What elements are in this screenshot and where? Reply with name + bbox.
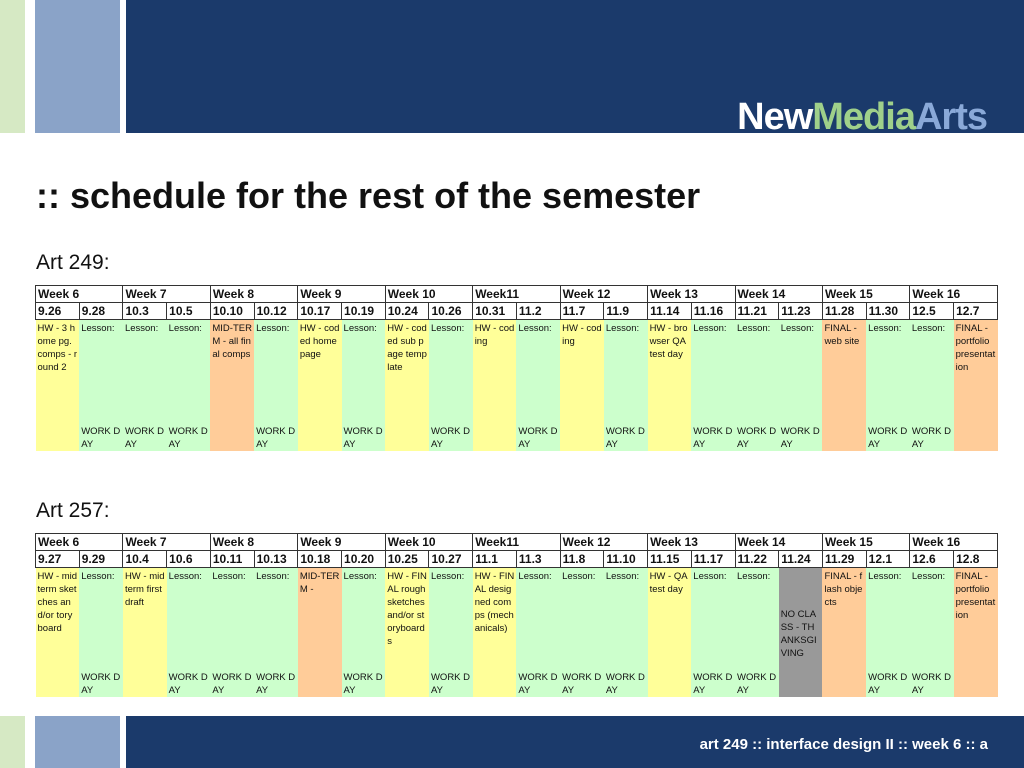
activity-text: MID-TERM - all final comps xyxy=(212,323,252,360)
activity-cell xyxy=(429,320,473,452)
activity-cell xyxy=(429,568,473,698)
week-header-cell: Week 6 xyxy=(36,534,123,551)
activity-text: HW - midterm first draft xyxy=(124,571,165,608)
activity-cell xyxy=(342,320,386,452)
date-cell: 11.7 xyxy=(560,303,604,320)
activity-cell xyxy=(604,568,648,698)
week-header-row xyxy=(36,534,998,551)
activity-text: Lesson: xyxy=(430,323,465,334)
week-header-cell: Week 9 xyxy=(298,286,385,303)
date-cell: 12.1 xyxy=(866,551,910,568)
work-day-label: WORK DAY xyxy=(562,672,602,696)
activity-text: Lesson: xyxy=(605,323,640,334)
date-cell: 11.8 xyxy=(560,551,604,568)
date-cell: 10.31 xyxy=(473,303,517,320)
week-header-cell: Week 13 xyxy=(648,286,735,303)
week-header-cell: Week 16 xyxy=(910,534,998,551)
activity-cell xyxy=(822,320,866,452)
activity-text: Lesson: xyxy=(256,323,290,334)
activity-cell xyxy=(866,320,910,452)
date-cell: 10.13 xyxy=(254,551,298,568)
date-cell: 11.9 xyxy=(604,303,648,320)
week-header-cell: Week 12 xyxy=(560,286,647,303)
work-day-label: WORK DAY xyxy=(868,426,908,450)
activity-cell xyxy=(167,320,211,452)
work-day-label: WORK DAY xyxy=(605,426,645,450)
activity-text: HW - browser QA test day xyxy=(649,323,688,360)
activity-cell xyxy=(210,568,254,698)
date-cell: 10.3 xyxy=(123,303,167,320)
activity-cell xyxy=(473,320,517,452)
work-day-label: WORK DAY xyxy=(737,426,777,450)
work-day-label: WORK DAY xyxy=(693,426,733,450)
date-cell: 10.20 xyxy=(342,551,386,568)
footer-stripe-light xyxy=(0,716,25,768)
date-cell: 9.27 xyxy=(36,551,80,568)
date-cell: 11.16 xyxy=(691,303,735,320)
activity-cell xyxy=(385,320,429,452)
date-cell: 12.8 xyxy=(954,551,998,568)
activity-text: HW - midterm sketches and/or toryboard xyxy=(37,571,78,634)
week-header-cell: Week 8 xyxy=(210,534,297,551)
date-cell: 11.24 xyxy=(779,551,823,568)
work-day-label: WORK DAY xyxy=(212,672,252,696)
activity-text: Lesson: xyxy=(693,323,727,334)
date-row xyxy=(36,551,998,568)
work-day-label: WORK DAY xyxy=(868,672,908,696)
week-header-cell: Week11 xyxy=(473,286,560,303)
week-header-cell: Week 12 xyxy=(560,534,647,551)
date-cell: 11.10 xyxy=(604,551,648,568)
date-cell: 10.27 xyxy=(429,551,473,568)
date-cell: 10.12 xyxy=(254,303,298,320)
date-cell: 11.28 xyxy=(822,303,866,320)
activity-text: Lesson: xyxy=(256,571,290,582)
date-cell: 10.24 xyxy=(385,303,429,320)
activity-text: Lesson: xyxy=(605,571,640,582)
activity-text: HW - QA test day xyxy=(649,571,688,595)
date-cell: 11.21 xyxy=(735,303,779,320)
activity-text: Lesson: xyxy=(693,571,727,582)
activity-text: Lesson: xyxy=(430,571,465,582)
activity-text: HW - coded home page xyxy=(299,323,340,360)
work-day-label: WORK DAY xyxy=(605,672,645,696)
activity-cell xyxy=(123,568,167,698)
work-day-label: WORK DAY xyxy=(518,672,558,696)
work-day-label: WORK DAY xyxy=(256,672,296,696)
activity-cell xyxy=(822,568,866,698)
week-header-cell: Week 14 xyxy=(735,286,822,303)
date-cell: 10.18 xyxy=(298,551,342,568)
activity-cell xyxy=(648,568,692,698)
activity-text: FINAL - portfolio presentation xyxy=(955,323,996,373)
activity-text: Lesson: xyxy=(168,571,202,582)
activity-text: FINAL - portfolio presentation xyxy=(955,571,996,621)
date-cell: 9.29 xyxy=(79,551,123,568)
activity-text: FINAL - flash objects xyxy=(824,571,863,608)
activity-text: Lesson: xyxy=(518,571,552,582)
activity-cell xyxy=(691,320,735,452)
date-cell: 12.5 xyxy=(910,303,954,320)
activity-cell xyxy=(910,320,954,452)
activity-cell xyxy=(954,320,998,452)
date-cell: 10.5 xyxy=(167,303,211,320)
date-cell: 11.29 xyxy=(822,551,866,568)
activity-text: Lesson: xyxy=(911,571,946,582)
footer-stripe-mid xyxy=(35,716,120,768)
activity-cell xyxy=(691,568,735,698)
activity-text: Lesson: xyxy=(911,323,946,334)
date-cell: 11.1 xyxy=(473,551,517,568)
schedule-table-art-257 xyxy=(35,533,998,697)
activity-cell xyxy=(779,320,823,452)
activity-text: Lesson: xyxy=(343,571,377,582)
footer-caption: art 249 :: interface design II :: week 6 :: a xyxy=(699,736,988,753)
date-cell: 10.10 xyxy=(210,303,254,320)
week-header-row xyxy=(36,286,998,303)
date-cell: 11.22 xyxy=(735,551,779,568)
date-cell: 9.26 xyxy=(36,303,80,320)
week-header-cell: Week 16 xyxy=(910,286,998,303)
activity-cell xyxy=(560,568,604,698)
activity-cell xyxy=(735,320,779,452)
date-cell: 11.14 xyxy=(648,303,692,320)
work-day-label: WORK DAY xyxy=(430,672,471,696)
activity-cell xyxy=(779,568,823,698)
activity-cell xyxy=(342,568,386,698)
week-header-cell: Week 10 xyxy=(385,286,472,303)
work-day-label: WORK DAY xyxy=(256,426,296,450)
date-cell: 11.17 xyxy=(691,551,735,568)
date-cell: 10.17 xyxy=(298,303,342,320)
week-header-cell: Week 7 xyxy=(123,534,210,551)
activity-cell xyxy=(648,320,692,452)
activity-text: HW - 3 home pg. comps - round 2 xyxy=(37,323,78,373)
newmediaarts-logo xyxy=(737,98,987,136)
work-day-label: WORK DAY xyxy=(430,426,471,450)
activity-cell xyxy=(36,568,80,698)
date-cell: 12.6 xyxy=(910,551,954,568)
course-label-art-249: Art 249: xyxy=(36,251,110,274)
work-day-label: WORK DAY xyxy=(343,426,383,450)
work-day-label: WORK DAY xyxy=(81,672,121,696)
activity-text: Lesson: xyxy=(868,571,902,582)
week-header-cell: Week 10 xyxy=(385,534,472,551)
activity-text: HW - coding xyxy=(474,323,515,347)
activity-text: HW - coded sub page template xyxy=(387,323,427,373)
activity-row xyxy=(36,320,998,452)
activity-cell xyxy=(123,320,167,452)
week-header-cell: Week 9 xyxy=(298,534,385,551)
activity-text: MID-TERM - xyxy=(299,571,340,595)
activity-cell xyxy=(210,320,254,452)
header-stripe-light xyxy=(0,0,25,133)
activity-text: Lesson: xyxy=(562,571,596,582)
work-day-label: WORK DAY xyxy=(911,426,951,450)
work-day-label: WORK DAY xyxy=(168,426,208,450)
date-cell: 10.6 xyxy=(167,551,211,568)
work-day-label: WORK DAY xyxy=(518,426,558,450)
activity-text: Lesson: xyxy=(518,323,552,334)
work-day-label: WORK DAY xyxy=(124,426,164,450)
work-day-label: WORK DAY xyxy=(81,426,121,450)
logo-arts: Arts xyxy=(914,96,987,138)
activity-cell xyxy=(167,568,211,698)
date-row xyxy=(36,303,998,320)
work-day-label: WORK DAY xyxy=(693,672,733,696)
activity-cell xyxy=(604,320,648,452)
activity-row xyxy=(36,568,998,698)
date-cell: 11.30 xyxy=(866,303,910,320)
activity-cell xyxy=(298,320,342,452)
work-day-label: WORK DAY xyxy=(911,672,951,696)
activity-text: Lesson: xyxy=(81,323,115,334)
activity-cell xyxy=(254,320,298,452)
work-day-label: WORK DAY xyxy=(780,426,820,450)
week-header-cell: Week11 xyxy=(473,534,560,551)
activity-cell xyxy=(79,568,123,698)
schedule-table-art-249 xyxy=(35,285,998,451)
date-cell: 10.26 xyxy=(429,303,473,320)
work-day-label: WORK DAY xyxy=(343,672,383,696)
date-cell: 12.7 xyxy=(954,303,998,320)
activity-cell xyxy=(516,320,560,452)
header-stripe-mid xyxy=(35,0,120,133)
date-cell: 11.23 xyxy=(779,303,823,320)
activity-cell xyxy=(298,568,342,698)
logo-new: New xyxy=(737,96,813,138)
date-cell: 10.19 xyxy=(342,303,386,320)
week-header-cell: Week 13 xyxy=(648,534,735,551)
date-cell: 11.2 xyxy=(516,303,560,320)
activity-text: Lesson: xyxy=(343,323,377,334)
activity-cell xyxy=(79,320,123,452)
activity-cell xyxy=(866,568,910,698)
date-cell: 11.15 xyxy=(648,551,692,568)
work-day-label: WORK DAY xyxy=(168,672,208,696)
activity-text: HW - FINAL rough sketches and/or storyboards xyxy=(387,571,427,647)
date-cell: 10.25 xyxy=(385,551,429,568)
date-cell: 9.28 xyxy=(79,303,123,320)
activity-text: NO CLASS - THANKSGIVING xyxy=(780,608,817,659)
week-header-cell: Week 15 xyxy=(822,286,909,303)
date-cell: 10.4 xyxy=(123,551,167,568)
activity-cell xyxy=(385,568,429,698)
course-label-art-257: Art 257: xyxy=(36,499,110,522)
activity-text: HW - FINAL designed comps (mechanicals) xyxy=(474,571,515,634)
week-header-cell: Week 8 xyxy=(210,286,297,303)
activity-cell xyxy=(473,568,517,698)
work-day-label: WORK DAY xyxy=(737,672,777,696)
week-header-cell: Week 15 xyxy=(822,534,909,551)
activity-cell xyxy=(254,568,298,698)
activity-text: Lesson: xyxy=(868,323,902,334)
date-cell: 11.3 xyxy=(516,551,560,568)
activity-text: Lesson: xyxy=(81,571,115,582)
activity-cell xyxy=(910,568,954,698)
activity-text: Lesson: xyxy=(124,323,159,334)
activity-text: Lesson: xyxy=(212,571,246,582)
week-header-cell: Week 6 xyxy=(36,286,123,303)
activity-cell xyxy=(954,568,998,698)
week-header-cell: Week 7 xyxy=(123,286,210,303)
activity-text: Lesson: xyxy=(737,323,771,334)
activity-text: Lesson: xyxy=(737,571,771,582)
date-cell: 10.11 xyxy=(210,551,254,568)
activity-cell xyxy=(735,568,779,698)
activity-cell xyxy=(516,568,560,698)
week-header-cell: Week 14 xyxy=(735,534,822,551)
activity-text: Lesson: xyxy=(168,323,202,334)
logo-media: Media xyxy=(812,96,915,138)
page-title: :: schedule for the rest of the semester xyxy=(36,175,701,216)
activity-cell xyxy=(36,320,80,452)
activity-text: Lesson: xyxy=(780,323,814,334)
activity-cell xyxy=(560,320,604,452)
activity-text: FINAL - web site xyxy=(824,323,860,347)
activity-text: HW - coding xyxy=(562,323,602,347)
